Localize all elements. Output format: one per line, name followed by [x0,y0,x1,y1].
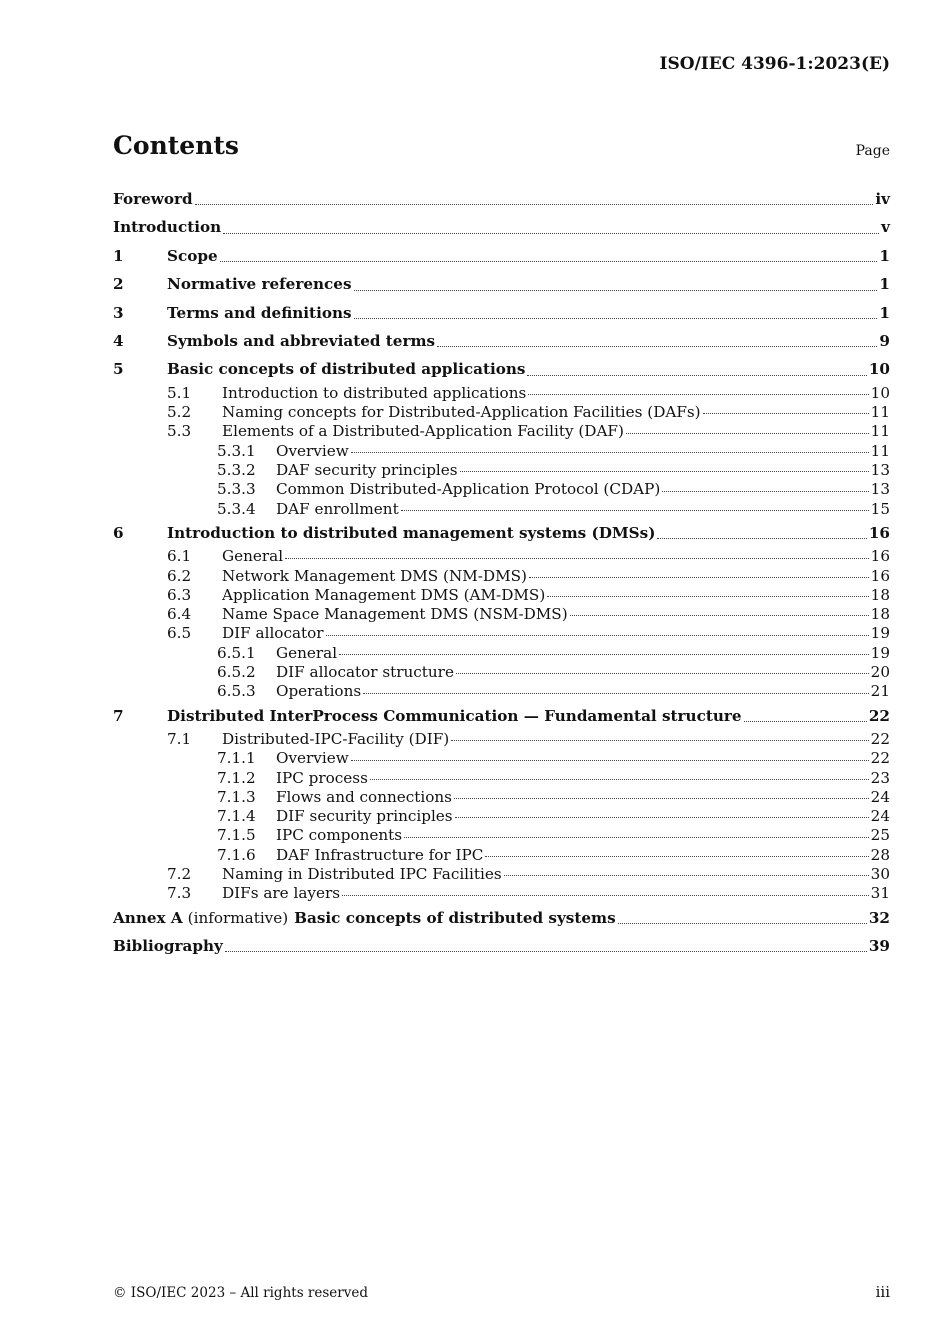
dot-leader [342,894,869,896]
toc-number: 5 [113,360,124,379]
dot-leader [485,855,868,857]
dot-leader [662,490,868,492]
toc-label: Common Distributed-Application Protocol (CDAP) [276,480,661,499]
dot-leader [454,797,869,799]
toc-page: 19 [870,643,890,662]
toc-label: Introduction [113,218,222,237]
page-column-label: Page [855,143,890,159]
toc-entry-6-4[interactable] [113,605,890,624]
toc-entry-7-1-5[interactable] [113,826,890,845]
toc-page: 21 [870,682,890,701]
toc-page: 18 [870,605,890,624]
dot-leader [401,509,869,511]
toc-entry-foreword[interactable] [113,185,890,213]
dot-leader [744,720,867,722]
toc-entry-5-3-4[interactable] [113,500,890,519]
toc-page: 16 [870,547,890,566]
toc-entry-5-3-2[interactable] [113,461,890,480]
toc-number: 7.1 [167,729,192,748]
document-id: ISO/IEC 4396-1:2023(E) [659,54,890,74]
toc-entry-introduction[interactable] [113,213,890,241]
toc-label: DAF Infrastructure for IPC [276,845,484,864]
toc-label: Naming in Distributed IPC Facilities [222,865,502,884]
toc-page: 39 [868,937,890,956]
toc-page: 22 [868,706,890,725]
toc-page: 25 [870,826,890,845]
toc-number: 6.5.3 [217,682,256,701]
toc-page: 18 [870,585,890,604]
toc-label: General [222,547,284,566]
toc-label: Flows and connections [276,787,452,806]
toc-label: Application Management DMS (AM-DMS) [222,585,546,604]
toc-entry-6-5[interactable] [113,624,890,643]
toc-page: v [881,218,890,237]
dot-leader [528,393,868,395]
dot-leader [404,836,869,838]
dot-leader [527,374,866,376]
toc-page: 16 [868,523,890,542]
toc-number: 6 [113,523,124,542]
toc-page: 19 [870,624,890,643]
toc-page: 11 [870,441,890,460]
toc-entry-2[interactable] [113,270,890,298]
toc-number: 7.2 [167,865,192,884]
toc-entry-annex-a[interactable] [113,904,890,932]
toc-number: Annex A [113,908,183,927]
toc-number: 7.3 [167,884,192,903]
toc-entry-7-1-4[interactable] [113,807,890,826]
dot-leader [354,289,878,291]
toc-number: 6.3 [167,585,192,604]
dot-leader [354,317,878,319]
toc-entry-7-3[interactable] [113,884,890,903]
toc-page: 11 [870,422,890,441]
toc-page: 13 [870,460,890,479]
toc-label: IPC components [276,826,403,845]
dot-leader [220,260,878,262]
toc-label: Basic concepts of distributed systems [294,908,616,927]
toc-number: 5.3.2 [217,460,256,479]
dot-leader [618,922,867,924]
toc-number: 6.4 [167,605,192,624]
dot-leader [504,874,869,876]
dot-leader [370,778,869,780]
toc-number: 5.3.3 [217,480,256,499]
toc-label: Scope [167,246,218,265]
toc-label: DIF allocator structure [276,662,454,681]
toc-number: 1 [113,246,124,265]
toc-page: 20 [870,662,890,681]
toc-page: 10 [868,360,890,379]
toc-entry-7-1-2[interactable] [113,769,890,788]
toc-page: 31 [870,884,890,903]
toc-number: 2 [113,275,124,294]
toc-number: 4 [113,331,124,350]
toc-entry-7-2[interactable] [113,865,890,884]
toc-label: Terms and definitions [167,303,352,322]
toc-number: 7.1.6 [217,845,256,864]
toc-page: 9 [879,331,890,350]
toc-page: 22 [870,749,890,768]
dot-leader [326,634,869,636]
toc-label: IPC process [276,768,368,787]
toc-label: DIF security principles [276,807,453,826]
toc-number: 6.5 [167,624,192,643]
toc-entry-7-1[interactable] [113,730,890,749]
toc-page: 11 [870,403,890,422]
toc-label: Name Space Management DMS (NSM-DMS) [222,605,568,624]
toc-number: 5.1 [167,383,192,402]
toc-number: 5.2 [167,403,192,422]
toc-number: 6.2 [167,566,192,585]
toc-label: Overview [276,749,349,768]
toc-number: 5.3.1 [217,441,256,460]
toc-entry-5[interactable] [113,355,890,383]
toc-page: 1 [879,275,890,294]
toc-entry-1[interactable] [113,242,890,270]
toc-page: 24 [870,787,890,806]
toc-entry-6-5-3[interactable] [113,682,890,701]
toc-page: 10 [870,383,890,402]
toc-entry-6-5-2[interactable] [113,663,890,682]
toc-entry-6-2[interactable] [113,567,890,586]
toc-number: 7.1.3 [217,787,256,806]
dot-leader [547,595,868,597]
toc-entry-bibliography[interactable] [113,932,890,960]
toc-entry-6-3[interactable] [113,586,890,605]
dot-leader [195,203,874,205]
dot-leader [703,412,869,414]
toc-entry-7-1-3[interactable] [113,788,890,807]
toc-label: Bibliography [113,937,223,956]
toc-number: 7.1.2 [217,768,256,787]
toc-entry-4[interactable] [113,327,890,355]
toc-label: Introduction to distributed management systems (DMSs) [167,523,656,542]
toc-page: iv [875,190,890,208]
page-title: Contents [113,131,240,160]
dot-leader [339,653,869,655]
toc-page: 32 [868,908,890,927]
dot-leader [570,614,869,616]
toc-label: DAF enrollment [276,499,399,518]
toc-entry-6-1[interactable] [113,547,890,566]
dot-leader [456,672,869,674]
toc-entry-5-3-3[interactable] [113,480,890,499]
toc-page: 30 [870,865,890,884]
toc-page: 16 [870,566,890,585]
toc-entry-7-1-6[interactable] [113,846,890,865]
toc-label: General [276,643,338,662]
toc-page: 13 [870,480,890,499]
toc-entry-5-1[interactable] [113,384,890,403]
toc-page: 22 [870,729,890,748]
toc-page: 23 [870,768,890,787]
dot-leader [351,451,869,453]
dot-leader [626,432,869,434]
toc-label: Operations [276,682,362,701]
dot-leader [351,759,869,761]
dot-leader [437,345,877,347]
toc-number: 6.1 [167,547,192,566]
toc-page: 1 [879,303,890,322]
toc-label: Distributed-IPC-Facility (DIF) [222,729,450,748]
toc-number: 7 [113,706,124,725]
toc-label: Naming concepts for Distributed-Application Facilities (DAFs) [222,403,701,422]
dot-leader [657,537,866,539]
toc-label: DIFs are layers [222,884,340,903]
toc-label: Elements of a Distributed-Application Facility (DAF) [222,422,624,441]
toc-label: Foreword [113,190,193,208]
toc-label: Distributed InterProcess Communication — Fundamental structure [167,706,742,725]
toc-entry-3[interactable] [113,299,890,327]
toc-number: 7.1.5 [217,826,256,845]
toc-entry-5-3-1[interactable] [113,442,890,461]
dot-leader [285,557,869,559]
toc-page: 1 [879,246,890,265]
toc-number: 3 [113,303,124,322]
toc-label: Normative references [167,275,352,294]
copyright-notice: © ISO/IEC 2023 – All rights reserved [113,1285,368,1301]
dot-leader [460,470,869,472]
toc-entry-7[interactable] [113,702,890,730]
toc-label: Overview [276,441,349,460]
toc-number: 5.3 [167,422,192,441]
toc-number: 6.5.2 [217,662,256,681]
toc-label: DAF security principles [276,460,458,479]
toc-page: 24 [870,807,890,826]
dot-leader [455,816,869,818]
toc-number: 7.1.4 [217,807,256,826]
dot-leader [225,950,867,952]
toc-entry-7-1-1[interactable] [113,749,890,768]
toc-label: Introduction to distributed applications [222,383,527,402]
dot-leader [223,232,879,234]
toc-label: DIF allocator [222,624,324,643]
dot-leader [363,692,869,694]
toc-entry-5-3[interactable] [113,422,890,441]
toc-label: Network Management DMS (NM-DMS) [222,566,527,585]
toc-page: 15 [870,499,890,518]
toc-number: 6.5.1 [217,643,256,662]
table-of-contents [113,185,890,960]
annex-type: (informative) [187,908,289,927]
page-number: iii [875,1283,890,1301]
toc-number: 5.3.4 [217,499,256,518]
toc-number: 7.1.1 [217,749,256,768]
toc-entry-5-2[interactable] [113,403,890,422]
toc-entry-6[interactable] [113,519,890,547]
dot-leader [529,576,869,578]
toc-entry-6-5-1[interactable] [113,644,890,663]
toc-label: Symbols and abbreviated terms [167,331,436,350]
toc-label: Basic concepts of distributed applications [167,360,526,379]
dot-leader [451,739,868,741]
toc-page: 28 [870,845,890,864]
